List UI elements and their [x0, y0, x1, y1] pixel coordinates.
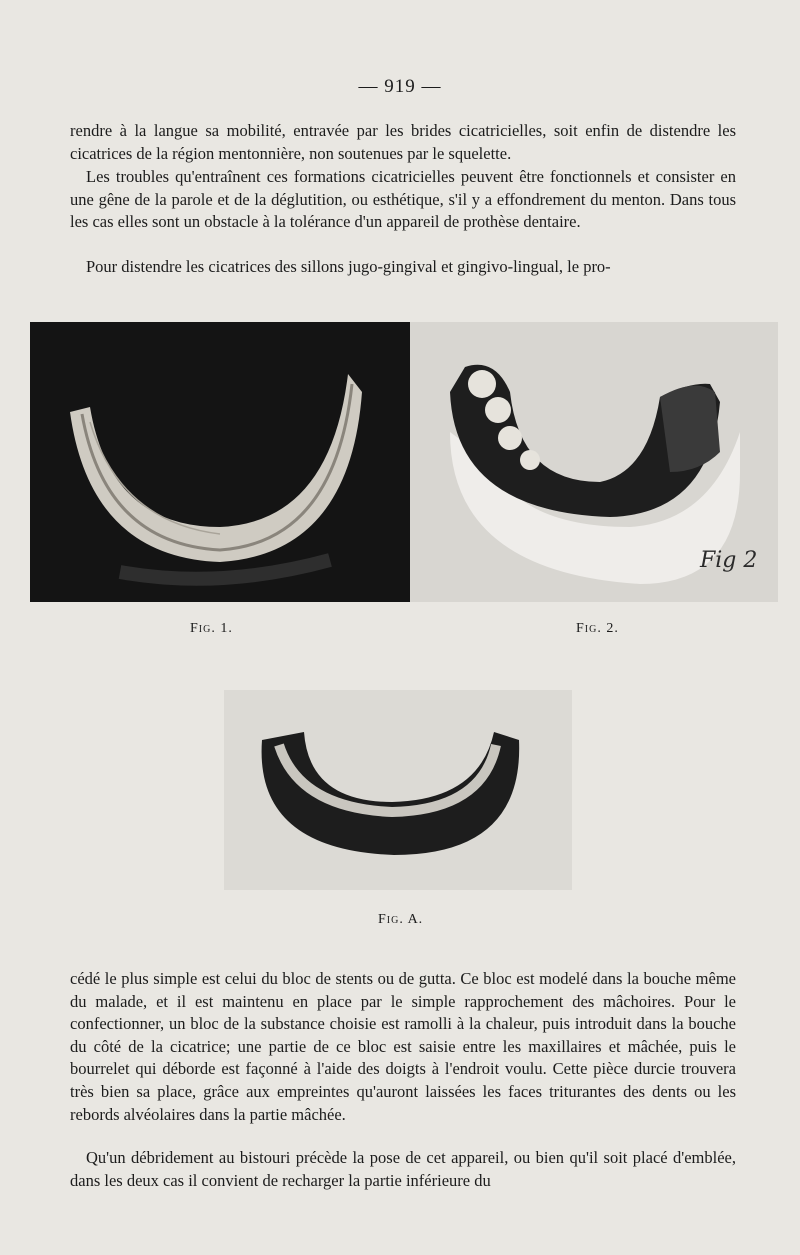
- paragraph-3-text: Pour distendre les cicatrices des sillons jugo-gingival et gingivo-lingual, le pro-: [86, 257, 611, 276]
- figure-a-caption: Fig. A.: [378, 912, 424, 927]
- paragraph-3: [70, 256, 736, 279]
- figure-a-image: [224, 690, 572, 890]
- page-number: — 919 —: [358, 76, 442, 97]
- figure-1-photo: [30, 322, 410, 602]
- paragraph-2: [70, 166, 736, 234]
- paragraph-5: [70, 1147, 736, 1192]
- paragraph-2-text: Les troubles qu'entraînent ces formations cicatricielles peuvent être fonctionnels et consister en une gêne de la parole et de la déglutition, ou esthétique, s'il y a effondrement du menton. Dans tous les cas elles sont un obstacle à la tolérance d'un appareil de prothèse dentaire.: [70, 167, 736, 232]
- figure-1-caption: Fig. 1.: [190, 621, 233, 636]
- figure-1-image: [30, 322, 410, 602]
- figure-2-caption: Fig. 2.: [576, 621, 619, 636]
- figure-a-photo: [224, 690, 572, 890]
- paragraph-1: rendre à la langue sa mobilité, entravée par les brides cicatricielles, soit enfin de distendre les cicatrices de la région mentonnière, non soutenues par le squelette.: [70, 121, 736, 163]
- paragraph-5-text: Qu'un débridement au bistouri précède la pose de cet appareil, ou bien qu'il soit placé d'emblée, dans les deux cas il convient de recharger la partie inférieure du: [70, 1148, 736, 1190]
- figure-2-signature: Fig 2: [700, 548, 758, 573]
- paragraph-4: cédé le plus simple est celui du bloc de stents ou de gutta. Ce bloc est modelé dans la bouche même du malade, et il est maintenu en place par le simple rapprochement des mâchoires. Pour le confectionner, un bloc de la substance choisie est ramolli à la chaleur, puis introduit dans la bouche du côté de la cicatrice; une partie de ce bloc est saisie entre les maxillaires et mâchée, puis le bourrelet qui déborde est façonné à l'aide des doigts à l'endroit voulu. Cette pièce durcie trouvera très bien sa place, grâce aux empreintes qu'auront laissées les faces triturantes des dents ou les rebords alvéolaires dans la partie mâchée.: [70, 969, 736, 1124]
